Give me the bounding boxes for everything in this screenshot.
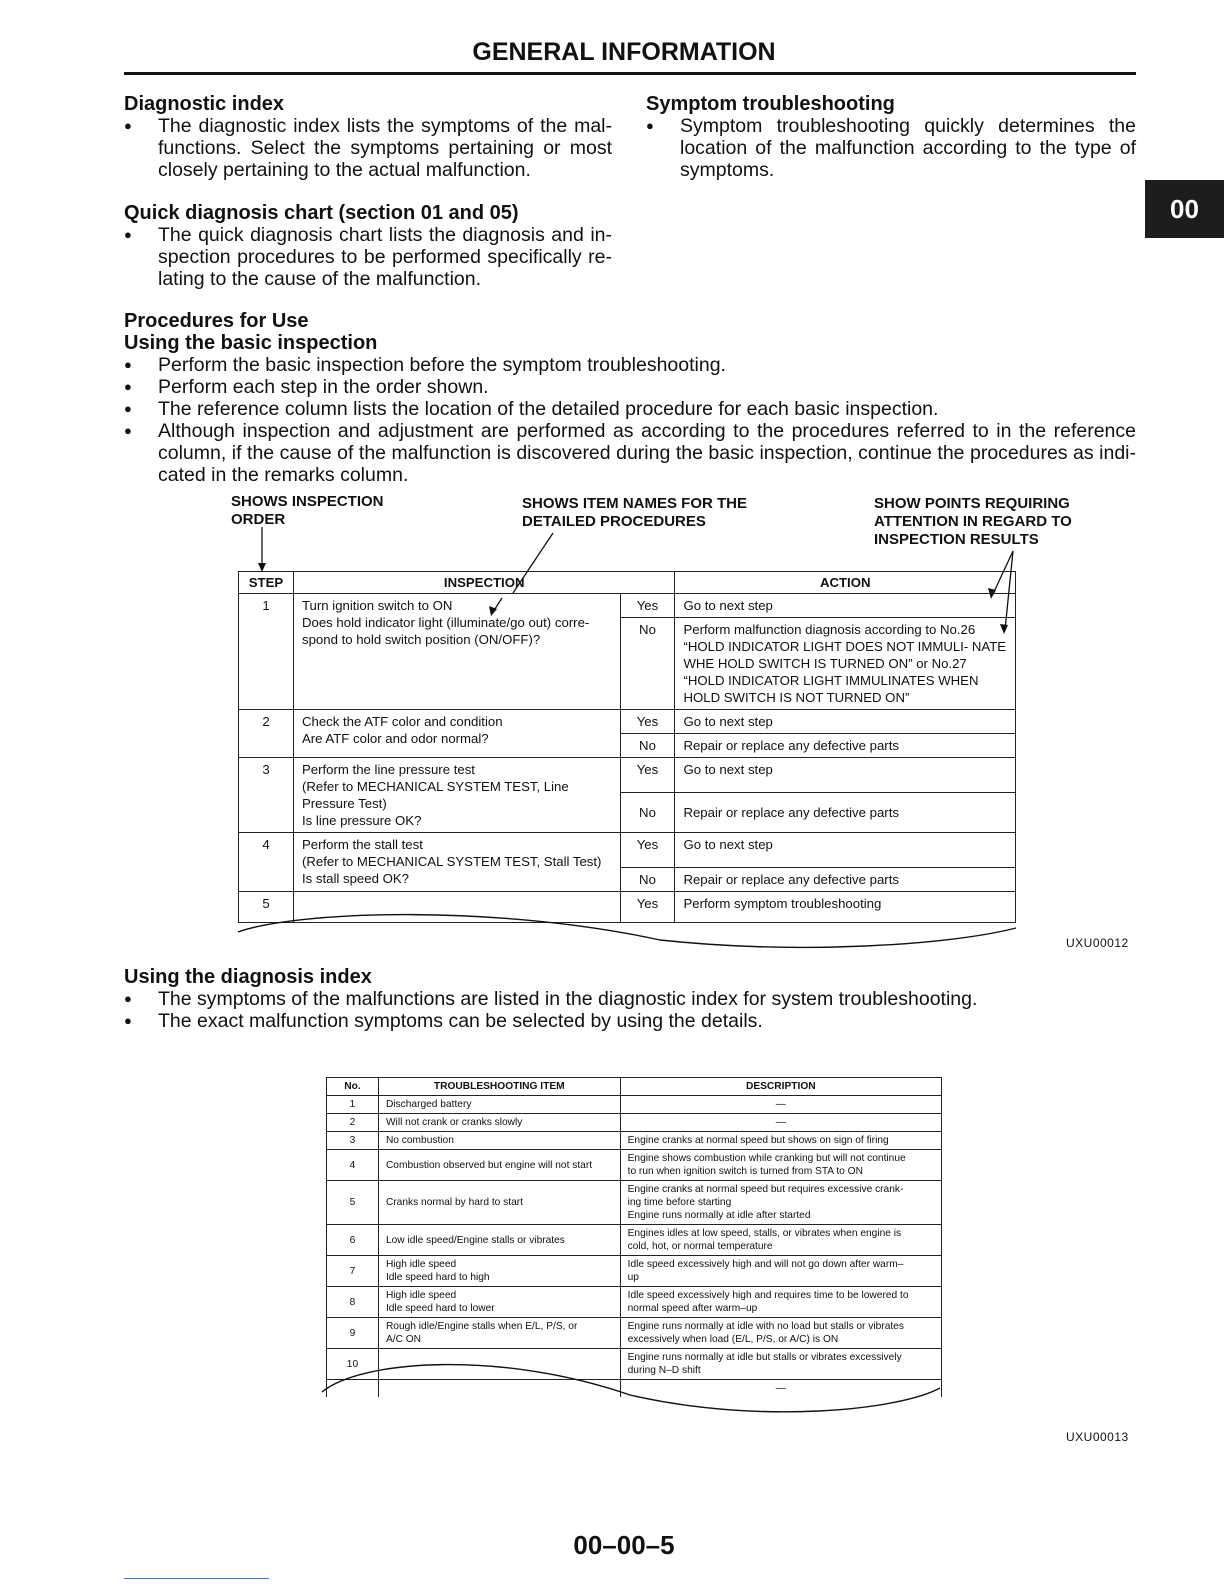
- diagnosis-index-bullet: ● The exact malfunction symptoms can be selected by using the details.: [124, 1010, 1136, 1032]
- description-line: Engine cranks at normal speed but shows on sign of firing: [627, 1135, 889, 1146]
- action-cell: Perform malfunction diagnosis according to No.26 “HOLD INDICATOR LIGHT DOES NOT IMMULI- NATE WHE HOLD SWITCH IS TURNED ON” or No.27 “HOLD INDICATOR LIGHT IMMULINATES WHEN HOLD SWITCH IS NOT TURNED ON”: [675, 618, 1016, 710]
- action-cell: Repair or replace any defective parts: [675, 793, 1016, 833]
- answer-cell: Yes: [620, 594, 675, 618]
- troubleshooting-item-line: Discharged battery: [385, 1099, 472, 1110]
- column-header-step: STEP: [239, 572, 294, 594]
- inspection-line: Is line pressure OK?: [301, 813, 422, 828]
- troubleshooting-item-line: No combustion: [385, 1135, 454, 1146]
- inspection-line: Perform the line pressure test: [301, 762, 475, 777]
- troubleshooting-item-line: Idle speed hard to high: [385, 1272, 490, 1283]
- action-cell: Perform symptom troubleshooting: [675, 892, 1016, 923]
- answer-cell: Yes: [620, 833, 675, 868]
- step-number: 3: [239, 758, 294, 833]
- troubleshooting-item-line: Cranks normal by hard to start: [385, 1197, 523, 1208]
- answer-cell: Yes: [620, 710, 675, 734]
- row-number: 7: [327, 1256, 379, 1287]
- diagnostic-index-heading: Diagnostic index: [124, 93, 285, 115]
- figure-code: UXU00013: [1066, 1430, 1129, 1444]
- inspection-line: Perform the stall test: [301, 837, 423, 852]
- diagnosis-index-heading: Using the diagnosis index: [124, 966, 372, 988]
- action-cell: Go to next step: [675, 833, 1016, 868]
- callout-item-names: SHOWS ITEM NAMES FOR THE DETAILED PROCEDURES: [522, 495, 747, 530]
- description-line: excessively when load (E/L, P/S, or A/C) is ON: [627, 1334, 839, 1345]
- row-number: 10: [327, 1349, 379, 1380]
- action-cell: Go to next step: [675, 710, 1016, 734]
- answer-cell: Yes: [620, 758, 675, 793]
- description-line: —: [620, 1380, 941, 1398]
- row-number: 4: [327, 1150, 379, 1181]
- inspection-line: Does hold indicator light (illuminate/go out) corre- spond to hold switch position (ON/OFF)?: [301, 615, 590, 647]
- quick-diagnosis-heading: Quick diagnosis chart (section 01 and 05): [124, 202, 519, 224]
- figure-code: UXU00012: [1066, 936, 1129, 950]
- quick-diagnosis-bullet: ● The quick diagnosis chart lists the diagnosis and in- spection procedures to be performed specifically re- lating to the cause of the malfunction.: [124, 224, 612, 290]
- inspection-line: Turn ignition switch to ON: [301, 598, 453, 613]
- troubleshooting-item-line: High idle speed: [385, 1290, 457, 1301]
- column-header-inspection: INSPECTION: [293, 572, 674, 594]
- inspection-line: (Refer to MECHANICAL SYSTEM TEST, Line Pressure Test): [301, 779, 569, 811]
- procedures-heading: Procedures for Use: [124, 310, 309, 332]
- answer-cell: No: [620, 793, 675, 833]
- step-number: 4: [239, 833, 294, 892]
- description-line: Engine runs normally at idle but stalls or vibrates excessively: [627, 1352, 902, 1363]
- description-line: Engine shows combustion while cranking but will not continue: [627, 1153, 906, 1164]
- symptom-troubleshooting-heading: Symptom troubleshooting: [646, 93, 895, 115]
- callout-attention-points: SHOW POINTS REQUIRING ATTENTION IN REGARD TO INSPECTION RESULTS: [874, 495, 1072, 548]
- troubleshooting-item-line: Low idle speed/Engine stalls or vibrates: [385, 1234, 565, 1246]
- diagnostic-index-bullet: ● The diagnostic index lists the symptoms of the mal- functions. Select the symptoms pertaining or most closely pertaining to the actual malfunction.: [124, 115, 612, 181]
- procedure-bullet: ● Perform each step in the order shown.: [124, 376, 1136, 398]
- page-number: 00–00–5: [573, 1530, 675, 1560]
- inspection-line: Is stall speed OK?: [301, 871, 409, 886]
- description-line: Engine cranks at normal speed but requires excessive crank-: [627, 1184, 904, 1195]
- row-number: 5: [327, 1181, 379, 1225]
- symptom-troubleshooting-bullet: ● Symptom troubleshooting quickly determines the location of the malfunction according to the type of symptoms.: [646, 115, 1136, 181]
- action-cell: Go to next step: [675, 594, 1016, 618]
- column-header-description: DESCRIPTION: [620, 1078, 941, 1096]
- answer-cell: Yes: [620, 892, 675, 923]
- page-header-title: GENERAL INFORMATION: [472, 38, 776, 66]
- action-cell: Repair or replace any defective parts: [675, 868, 1016, 892]
- answer-cell: No: [620, 734, 675, 758]
- row-number: 6: [327, 1225, 379, 1256]
- procedure-bullet: ● The reference column lists the location of the detailed procedure for each basic inspection.: [124, 398, 1136, 420]
- column-header-action: ACTION: [675, 572, 1016, 594]
- row-number: 1: [327, 1096, 379, 1114]
- description-line: Engine runs normally at idle after started: [627, 1210, 811, 1221]
- troubleshooting-item-line: Rough idle/Engine stalls when E/L, P/S, or: [385, 1321, 578, 1332]
- column-header-item: TROUBLESHOOTING ITEM: [378, 1078, 620, 1096]
- row-number: 3: [327, 1132, 379, 1150]
- troubleshooting-item-line: Idle speed hard to lower: [385, 1303, 495, 1314]
- troubleshooting-item-line: A/C ON: [385, 1334, 422, 1345]
- description-line: Idle speed excessively high and will not go down after warm–: [627, 1259, 904, 1270]
- inspection-line: Are ATF color and odor normal?: [301, 731, 489, 746]
- troubleshooting-item-line: High idle speed: [385, 1259, 457, 1270]
- inspection-line: (Refer to MECHANICAL SYSTEM TEST, Stall Test): [301, 854, 602, 869]
- description-line: normal speed after warm–up: [627, 1303, 758, 1314]
- description-line: Idle speed excessively high and requires time to be lowered to: [627, 1290, 909, 1301]
- callout-inspection-order: SHOWS INSPECTION ORDER: [231, 493, 384, 528]
- answer-cell: No: [620, 868, 675, 892]
- troubleshooting-item-line: Will not crank or cranks slowly: [385, 1117, 523, 1128]
- step-number: 5: [239, 892, 294, 923]
- footer-link-rule: [124, 1578, 269, 1579]
- procedure-bullet: ● Perform the basic inspection before the symptom troubleshooting.: [124, 354, 1136, 376]
- step-number: 1: [239, 594, 294, 710]
- description-line: cold, hot, or normal temperature: [627, 1241, 773, 1252]
- step-number: 2: [239, 710, 294, 758]
- description-line: Engine runs normally at idle with no load but stalls or vibrates: [627, 1321, 904, 1332]
- action-cell: Repair or replace any defective parts: [675, 734, 1016, 758]
- description-line: during N–D shift: [627, 1365, 701, 1376]
- action-cell: Go to next step: [675, 758, 1016, 793]
- section-tab: 00: [1145, 180, 1224, 238]
- description-line: ing time before starting: [627, 1197, 732, 1208]
- description-line: —: [775, 1099, 786, 1110]
- row-number: 9: [327, 1318, 379, 1349]
- inspection-line: Check the ATF color and condition: [301, 714, 503, 729]
- procedure-bullet: ● Although inspection and adjustment are performed as according to the procedures referred to in the reference column, if the cause of the malfunction is discovered during the basic inspection, continue the procedures as indi- cated in the remarks column.: [124, 420, 1136, 486]
- description-line: up: [627, 1272, 639, 1283]
- row-number: 8: [327, 1287, 379, 1318]
- diagnosis-index-bullet: ● The symptoms of the malfunctions are listed in the diagnostic index for system troubleshooting.: [124, 988, 1136, 1010]
- basic-inspection-heading: Using the basic inspection: [124, 332, 378, 354]
- row-number: 2: [327, 1114, 379, 1132]
- description-line: to run when ignition switch is turned from STA to ON: [627, 1166, 863, 1177]
- column-header-no: No.: [327, 1078, 379, 1096]
- description-line: Engines idles at low speed, stalls, or vibrates when engine is: [627, 1228, 902, 1239]
- description-line: —: [775, 1117, 786, 1128]
- troubleshooting-item-line: Combustion observed but engine will not start: [385, 1159, 593, 1171]
- answer-cell: No: [620, 618, 675, 710]
